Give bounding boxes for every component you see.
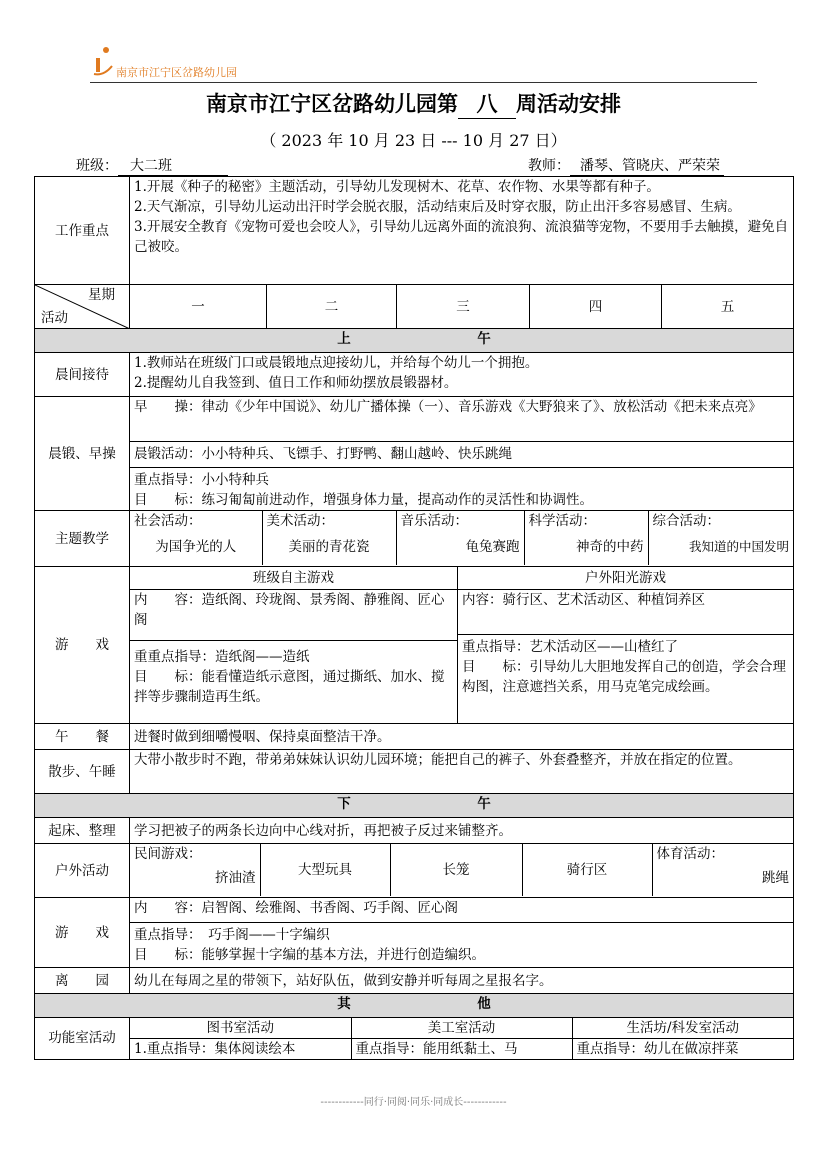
reception-content [130, 353, 794, 397]
afternoon-section-row [35, 794, 794, 818]
lunch-label: 午 餐 [35, 724, 130, 750]
outdoor-cell-sports [652, 844, 793, 896]
weekday-label: 星期 [88, 287, 115, 303]
title-suffix: 周活动安排 [516, 91, 621, 116]
outdoor-cell-cage: 长笼 [390, 844, 522, 896]
exercise-focus-point: 重点指导：小小特种兵 [130, 467, 793, 490]
logo-text: 南京市江宁区岔路幼儿园 [116, 66, 237, 79]
outdoor-games-focus: 重点指导：艺术活动区——山楂红了 [462, 639, 678, 655]
reception-item: 1.教师站在班级门口或晨锻地点迎接幼儿，并给每个幼儿一个拥抱。 [134, 355, 539, 371]
weekday-diagonal-header [35, 285, 130, 329]
weekday-wed: 三 [397, 285, 530, 329]
art-room-activity-header: 美工室活动 [351, 1018, 572, 1039]
nap-content: 大带小散步时不跑，带弟弟妹妹认识幼儿园环境；能把自己的裤子、外套叠整齐，并放在指定的位置。 [130, 750, 794, 794]
afternoon-section-header: 下 午 [35, 794, 794, 818]
teacher-value: 潘琴、管晓庆、严荣荣 [570, 155, 724, 176]
leave-label: 离 园 [35, 968, 130, 994]
games-split [130, 567, 793, 723]
theme-category: 美术活动： [266, 513, 334, 529]
theme-activity-name: 神奇的中药 [576, 539, 644, 555]
weekly-schedule-table [34, 176, 794, 1060]
theme-activity-name: 为国争光的人 [155, 539, 237, 555]
outdoor-cell-riding: 骑行区 [522, 844, 652, 896]
morning-training-text: 晨锻活动：小小特种兵、飞镖手、打野鸭、翻山越岭、快乐跳绳 [130, 441, 793, 467]
exercise-row [35, 397, 794, 511]
weekday-thu: 四 [530, 285, 662, 329]
theme-cell-art [262, 511, 396, 565]
outdoor-games-content: 内容：骑行区、艺术活动区、种植饲养区 [458, 590, 793, 635]
theme-cell-integrated [648, 511, 793, 565]
theme-teaching-row [35, 511, 794, 567]
work-focus-item: 3.开展安全教育《宠物可爱也会咬人》，引导幼儿远离外面的流浪狗、流浪猫等宠物，不要用手去触摸，避免自己被咬。 [134, 219, 789, 255]
theme-cell-science [524, 511, 648, 565]
work-focus-content [130, 177, 794, 285]
outdoor-cell-folk [130, 844, 260, 896]
theme-cell-social [130, 511, 262, 565]
date-range: （ 2023 年 10 月 23 日 --- 10 月 27 日） [260, 131, 567, 150]
work-focus-row [35, 177, 794, 285]
class-games-column [130, 567, 458, 723]
function-room-inner [130, 1018, 793, 1059]
lunch-content: 进餐时做到细嚼慢咽、保持桌面整洁干净。 [130, 724, 794, 750]
exercise-label: 晨锻、早操 [35, 397, 130, 511]
outdoor-activity-cells [130, 844, 794, 898]
theme-teaching-label: 主题教学 [35, 511, 130, 567]
reception-item: 2.提醒幼儿自我签到、值日工作和师幼摆放晨锻器材。 [134, 375, 458, 391]
theme-category: 社会活动： [134, 513, 202, 529]
theme-category: 科学活动： [528, 513, 596, 529]
theme-cell-music [396, 511, 524, 565]
lunch-row [35, 724, 794, 750]
art-room-activity-detail: 重点指导：能用纸黏土、马 [351, 1039, 572, 1060]
class-games-goal: 目 标：能看懂造纸示意图，通过撕纸、加水、搅拌等步骤制造再生纸。 [134, 669, 445, 705]
class-label: 班级： [76, 158, 118, 174]
weekday-mon: 一 [130, 285, 267, 329]
class-info [76, 155, 228, 176]
theme-category: 综合活动： [652, 513, 720, 529]
teacher-info [528, 155, 724, 176]
outdoor-activity-inner [130, 844, 793, 896]
outdoor-games-goal: 目 标：引导幼儿大胆地发挥自己的创造，学会合理构图，注意遮挡关系，用马克笔完成绘画。 [462, 659, 786, 695]
afternoon-games-content [130, 898, 794, 968]
page-title [0, 88, 827, 119]
afternoon-games-goal: 目 标：能够掌握十字编的基本方法，并进行创造编织。 [134, 947, 485, 963]
leave-content: 幼儿在每周之星的带领下，站好队伍，做到安静并听每周之星报名字。 [130, 968, 794, 994]
life-science-room-header: 生活坊/科发室活动 [572, 1018, 793, 1039]
theme-category: 音乐活动： [400, 513, 468, 529]
class-games-content: 内 容：造纸阁、玲珑阁、景秀阁、静雅阁、匠心阁 [130, 590, 457, 641]
outdoor-games-column [458, 567, 793, 723]
theme-activity-name: 龟兔赛跑 [465, 539, 520, 555]
outdoor-category: 体育活动： [656, 846, 724, 862]
wakeup-label: 起床、整理 [35, 818, 130, 844]
title-prefix: 南京市江宁区岔路幼儿园第 [206, 91, 458, 116]
wakeup-row [35, 818, 794, 844]
life-science-room-detail: 重点指导：幼儿在做凉拌菜 [576, 1041, 739, 1057]
outdoor-cell-large-toys: 大型玩具 [260, 844, 390, 896]
morning-games-content [130, 567, 794, 724]
activity-label: 活动 [41, 310, 68, 326]
leave-row [35, 968, 794, 994]
library-activity-header: 图书室活动 [130, 1018, 351, 1039]
afternoon-games-focus: 重点指导： 巧手阁——十字编织 [134, 927, 330, 943]
afternoon-games-row [35, 898, 794, 968]
exercise-content [130, 397, 794, 511]
class-value: 大二班 [118, 155, 228, 176]
nap-label: 散步、午睡 [35, 750, 130, 794]
outdoor-activity-row [35, 844, 794, 898]
morning-exercise-text: 早 操：律动《少年中国说》、幼儿广播体操（一）、音乐游戏《大野狼来了》、放松活动《把未来点亮》 [134, 399, 762, 415]
theme-teaching-inner [130, 511, 793, 565]
function-room-row [35, 1018, 794, 1060]
weekday-tue: 二 [267, 285, 397, 329]
reception-label: 晨间接待 [35, 353, 130, 397]
theme-activity-name: 我知道的中国发明 [689, 539, 790, 554]
afternoon-games-list: 内 容：启智阁、绘雅阁、书香阁、巧手阁、匠心阁 [130, 898, 793, 923]
wakeup-content: 学习把被子的两条长边向中心线对折，再把被子反过来铺整齐。 [130, 818, 794, 844]
morning-section-row [35, 329, 794, 353]
work-focus-label: 工作重点 [35, 177, 130, 285]
morning-section-header: 上 午 [35, 329, 794, 353]
theme-activity-name: 美丽的青花瓷 [288, 539, 370, 555]
function-room-label: 功能室活动 [35, 1018, 130, 1060]
library-activity-detail: 1.重点指导：集体阅读绘本 [130, 1039, 351, 1060]
reception-row [35, 353, 794, 397]
morning-games-row [35, 567, 794, 724]
other-section-row [35, 994, 794, 1018]
outdoor-activity-name: 挤油渣 [215, 870, 256, 886]
outdoor-activity-name: 跳绳 [762, 870, 790, 886]
page-footer: ------------同行·同阅·同乐·同成长------------ [320, 1097, 507, 1108]
outdoor-category: 民间游戏： [134, 846, 202, 862]
class-games-focus: 重重点指导：造纸阁——造纸 [134, 649, 310, 665]
weekday-header-row [35, 285, 794, 329]
work-focus-item: 2.天气渐凉，引导幼儿运动出汗时学会脱衣服，活动结束后及时穿衣服，防止出汗多容易感冒、生病。 [134, 199, 741, 215]
class-games-title: 班级自主游戏 [130, 567, 457, 590]
kindergarten-logo-icon [92, 46, 114, 76]
header-divider [90, 82, 757, 83]
outdoor-activity-label: 户外活动 [35, 844, 130, 898]
weekday-fri: 五 [662, 285, 794, 329]
other-section-header: 其 他 [35, 994, 794, 1018]
morning-games-label: 游 戏 [35, 567, 130, 724]
exercise-goal: 目 标：练习匍匐前进动作，增强身体力量，提高动作的灵活性和协调性。 [134, 492, 593, 508]
title-week-number: 八 [458, 88, 516, 119]
teacher-label: 教师： [528, 158, 570, 174]
outdoor-games-title: 户外阳光游戏 [458, 567, 793, 590]
theme-teaching-cells [130, 511, 794, 567]
work-focus-item: 1.开展《种子的秘密》主题活动，引导幼儿发现树木、花草、农作物、水果等都有种子。 [134, 179, 660, 195]
nap-row [35, 750, 794, 794]
afternoon-games-label: 游 戏 [35, 898, 130, 968]
function-room-cells [130, 1018, 794, 1060]
